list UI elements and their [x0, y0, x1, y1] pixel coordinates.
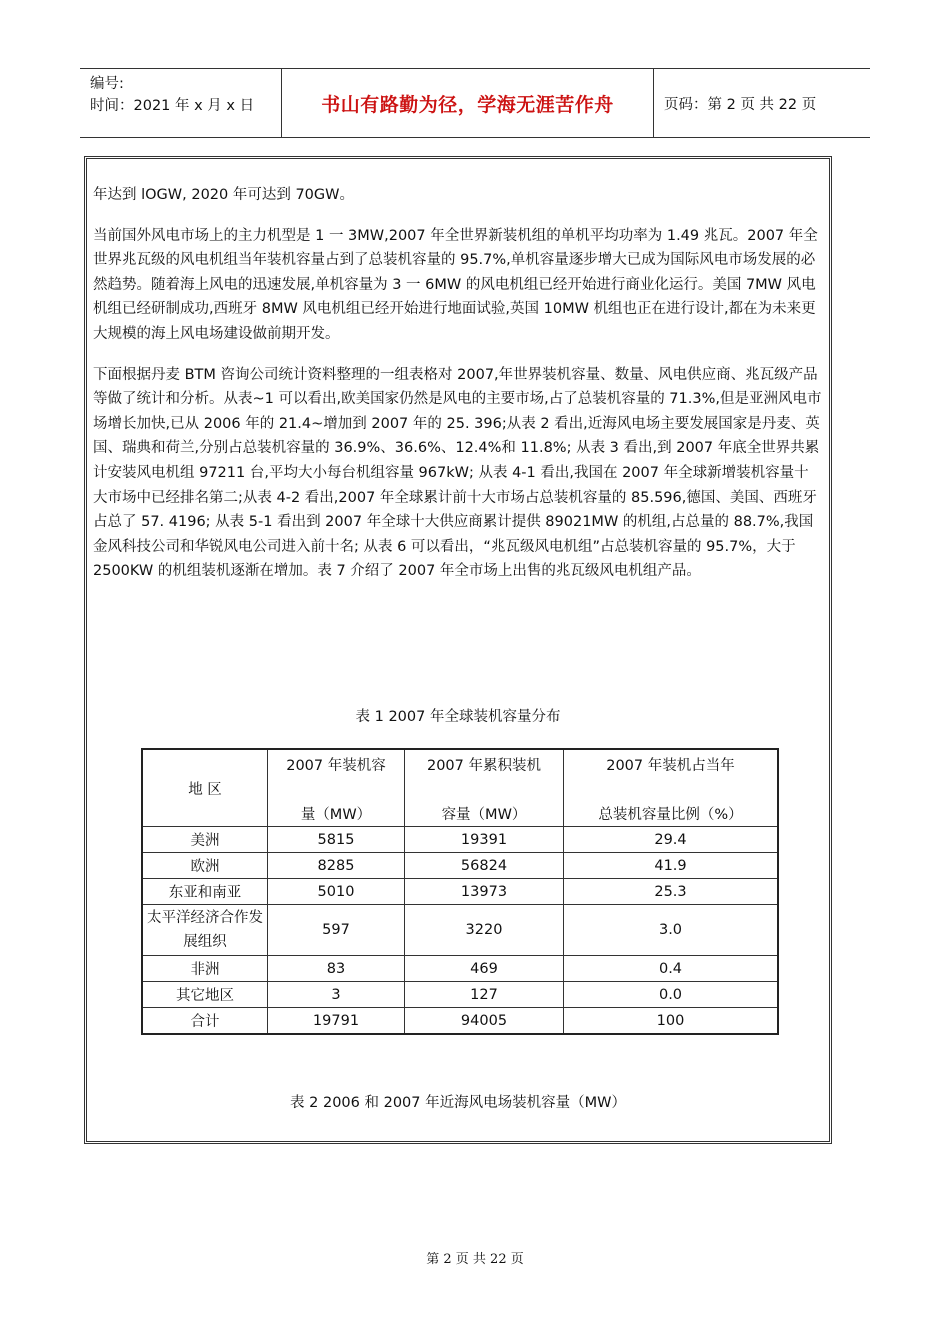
table2-caption: 表 2 2006 和 2007 年近海风电场装机容量（MW）	[290, 1095, 626, 1111]
header-installed: 2007 年装机容 量（MW）	[268, 749, 405, 827]
table-row: 欧洲 8285 56824 41.9	[142, 853, 778, 879]
document-date: 时间：2021 年 x 月 x 日	[90, 98, 255, 114]
header-motto: 书山有路勤为径，学海无涯苦作舟	[321, 93, 614, 116]
paragraph: 当前国外风电市场上的主力机型是 1 一 3MW,2007 年全世界新装机组的单机平均功率为 1.49 兆瓦。2007 年全世界兆瓦级的风电机组当年装机容量占到了总装机容量的 95.7%,单机容量逐步增大已成为国际风电市场发展的必然趋势。随着海上风电的迅速发展,单机容量为 3 一 6MW 的风电机组已经开始进行商业化运行。美国 7MW 风电机组已经研制成功,西班牙 8MW 风电机组已经开始进行地面试验,英国 10MW 机组也正在进行设计,都在为未来更大规模的海上风电场建设做前期开发。	[93, 227, 818, 342]
header-middle	[282, 69, 654, 137]
paragraph: 下面根据丹麦 BTM 咨询公司统计资料整理的一组表格对 2007,年世界装机容量、数量、风电供应商、兆瓦级产品等做了统计和分析。从表~1 可以看出,欧美国家仍然是风电的主要市场,占了总装机容量的 71.3%,但是亚洲风电市场增长加快,已从 2006 年的 21.4~增加到 2007 年的 25. 396;从表 2 看出,近海风电场主要发展国家是丹麦、英国、瑞典和荷兰,分别占总装机容量的 36.9%、36.6%、12.4%和 11.8%; 从表 3 看出,到 2007 年底全世界共累计安装风电机组 97211 台,平均大小每台机组容量 967kW; 从表 4-1 看出,我国在 2007 年全球新增装机容量十大市场中已经排名第二;从表 4-2 看出,2007 年全球累计前十大市场占总装机容量的 85.596,德国、美国、西班牙占总了 57. 4196; 从表 5-1 看出到 2007 年全球十大供应商累计提供 89021MW 的机组,占总量的 88.7%,我国金风科技公司和华锐风电公司进入前十名; 从表 6 可以看出，“兆瓦级风电机组”占总装机容量的 95.7%，大于 2500KW 的机组装机逐渐在增加。表 7 介绍了 2007 年全市场上出售的兆瓦级风电机组产品。	[93, 366, 822, 580]
page-info: 页码：第 2 页 共 22 页	[664, 96, 817, 113]
page-header	[80, 68, 870, 138]
table1-caption: 表 1 2007 年全球装机容量分布	[355, 709, 561, 725]
table-row: 合计 19791 94005 100	[142, 1008, 778, 1035]
header-region: 地 区	[142, 749, 268, 827]
table-row: 其它地区 3 127 0.0	[142, 982, 778, 1008]
table-row: 东亚和南亚 5010 13973 25.3	[142, 879, 778, 905]
table-header-row	[142, 749, 778, 827]
page-footer: 第 2 页 共 22 页	[426, 1252, 524, 1267]
header-right	[654, 69, 870, 137]
header-share: 2007 年装机占当年 总装机容量比例（%）	[564, 749, 779, 827]
content-frame	[84, 156, 832, 1144]
table-row: 太平洋经济合作发展组织 597 3220 3.0	[142, 905, 778, 956]
capacity-distribution-table	[141, 748, 779, 1035]
header-left	[80, 69, 282, 137]
document-number-label: 编号:	[90, 76, 124, 92]
header-cumulative: 2007 年累积装机 容量（MW）	[405, 749, 564, 827]
paragraph: 年达到 lOGW, 2020 年可达到 70GW。	[93, 187, 354, 203]
body-text	[93, 183, 823, 600]
table-row: 非洲 83 469 0.4	[142, 956, 778, 982]
table-row: 美洲 5815 19391 29.4	[142, 827, 778, 853]
